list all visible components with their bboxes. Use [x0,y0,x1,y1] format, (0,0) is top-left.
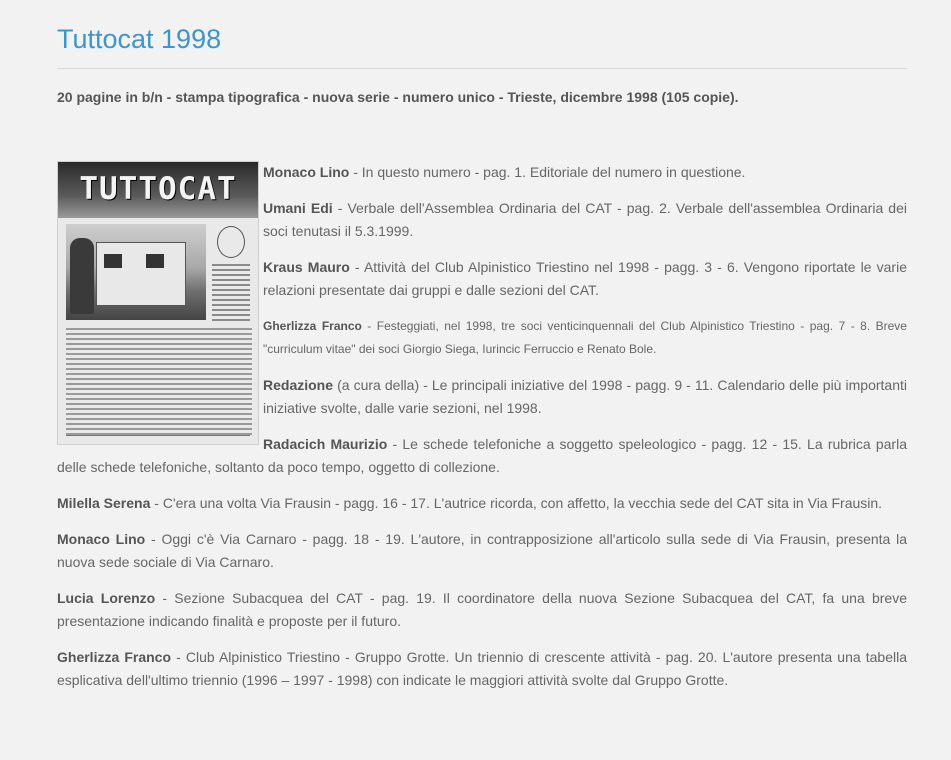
entry-author: Gherlizza Franco [57,649,172,665]
entry-text: (a cura della) - Le principali iniziative del 1998 - pagg. 9 - 11. Calendario delle più importanti iniziative svolte, dalle varie sezioni, nel 1998. [263,377,907,416]
cover-masthead-text: TUTTOCAT [79,171,237,207]
entry-text: - Attività del Club Alpinistico Triestino nel 1998 - pagg. 3 - 6. Vengono riportate le varie relazioni presentate dai gruppi e dalle sezioni del CAT. [263,259,907,298]
divider [57,68,907,69]
entry-author: Umani Edi [263,200,333,216]
entry-author: Lucia Lorenzo [57,590,156,606]
entry-text: - Festeggiati, nel 1998, tre soci venticinquennali del Club Alpinistico Triestino - pag. 7 - 8. Breve "curriculum vitae" dei soci Giorgio Siega, Iurincic Ferruccio e Renato Bole. [263,319,907,356]
publication-details: 20 pagine in b/n - stampa tipografica - nuova serie - numero unico - Trieste, dicembre 1998 (105 copie). [57,89,739,105]
list-item [57,646,907,692]
entry-author: Monaco Lino [263,164,350,180]
entry-text: - Sezione Subacquea del CAT - pag. 19. Il coordinatore della nuova Sezione Subacquea del CAT, fa una breve presentazione indicando finalità e proposte per il futuro. [57,590,907,629]
list-item [57,528,907,574]
page-title: Tuttocat 1998 [57,24,222,54]
entry-author: Gherlizza Franco [263,319,362,333]
list-item [57,492,907,515]
entry-author: Radacich Maurizio [263,436,388,452]
list-item [57,587,907,633]
entry-author: Kraus Mauro [263,259,350,275]
entry-author: Redazione [263,377,334,393]
entry-author: Monaco Lino [57,531,146,547]
entry-text: - Oggi c'è Via Carnaro - pagg. 18 - 19. L'autore, in contrapposizione all'articolo sulla sede di Via Frausin, presenta la nuova sede sociale di Via Carnaro. [57,531,907,570]
entry-author: Milella Serena [57,495,151,511]
entry-text: - C'era una volta Via Frausin - pagg. 16 - 17. L'autrice ricorda, con affetto, la vecchia sede del CAT sita in Via Frausin. [150,495,883,511]
entry-text: - Verbale dell'Assemblea Ordinaria del CAT - pag. 2. Verbale dell'assemblea Ordinaria dei soci tenutasi il 5.3.1999. [263,200,907,239]
entry-text: - Club Alpinistico Triestino - Gruppo Grotte. Un triennio di crescente attività - pag. 20. L'autore presenta una tabella esplicativa dell'ultimo triennio (1996 – 1997 - 1998) con indicate le maggiori attività svolte dal Gruppo Grotte. [57,649,907,688]
contents-list [57,161,907,705]
entry-text: - Le schede telefoniche a soggetto speleologico - pagg. 12 - 15. La rubrica parla delle schede telefoniche, soltanto da poco tempo, oggetto di collezione. [57,436,907,475]
entry-text: - In questo numero - pag. 1. Editoriale del numero in questione. [349,164,746,180]
